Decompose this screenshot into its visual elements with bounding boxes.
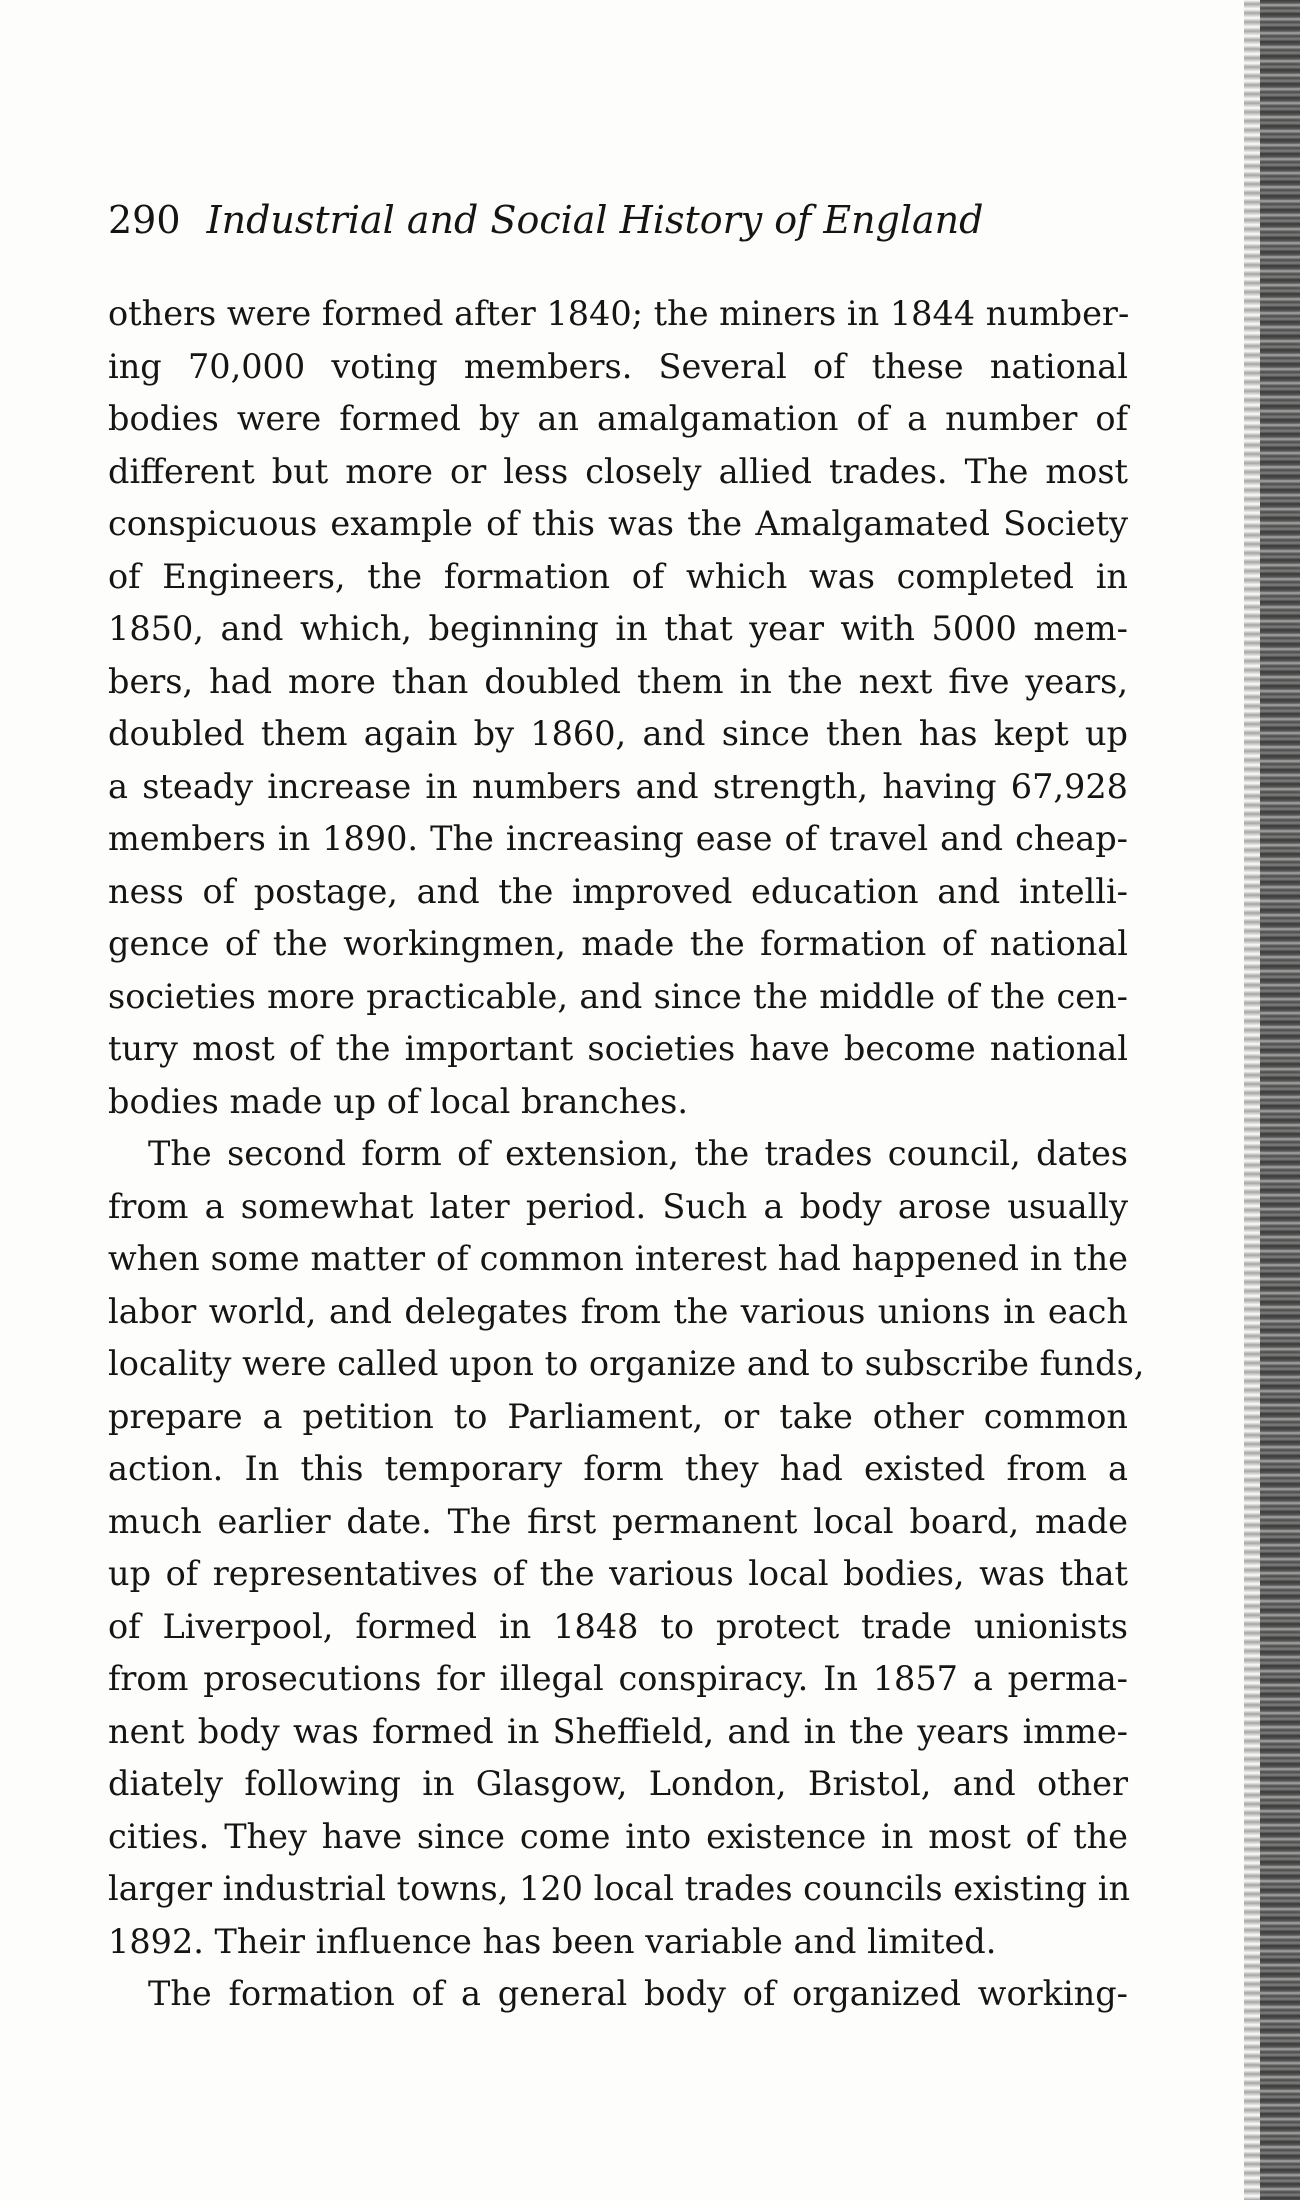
text-line: a steady increase in numbers and strength, having 67,928 [108, 766, 1128, 806]
body-text [108, 288, 1145, 2021]
text-line: tury most of the important societies have become national [108, 1029, 1128, 1068]
text-line: bodies were formed by an amalgamation of a number of [108, 399, 1128, 438]
text-line: ing 70,000 voting members. Several of these national [108, 346, 1128, 386]
text-line: 1892. Their influence has been variable and limited. [108, 1921, 997, 1961]
text-line: nent body was formed in Sheffield, and in the years imme- [108, 1711, 1128, 1751]
text-line: bers, had more than doubled them in the next five years, [108, 661, 1128, 701]
text-line: doubled them again by 1860, and since then has kept up [108, 714, 1128, 753]
text-line: from a somewhat later period. Such a body arose usually [108, 1186, 1128, 1226]
text-line: labor world, and delegates from the various unions in each [108, 1291, 1128, 1331]
text-line: 1850, and which, beginning in that year with 5000 mem- [108, 609, 1128, 648]
text-line: gence of the workingmen, made the formation of national [108, 924, 1128, 963]
text-line: different but more or less closely allied trades. The most [108, 451, 1128, 491]
text-line: up of representatives of the various local bodies, was that [108, 1554, 1128, 1593]
text-line: much earlier date. The first permanent local board, made [108, 1501, 1128, 1541]
text-line: members in 1890. The increasing ease of travel and cheap- [108, 819, 1128, 858]
text-line: societies more practicable, and since the middle of the cen- [108, 976, 1128, 1016]
text-line: larger industrial towns, 120 local trades councils existing in [108, 1869, 1131, 1908]
text-line: ness of postage, and the improved education and intelli- [108, 871, 1128, 911]
text-line: from prosecutions for illegal conspiracy. In 1857 a perma- [108, 1659, 1128, 1698]
text-line: bodies made up of local branches. [108, 1081, 688, 1121]
running-head [108, 198, 1058, 242]
text-line: action. In this temporary form they had existed from a [108, 1449, 1128, 1488]
page-number: 290 [108, 198, 181, 242]
text-line: The formation of a general body of organized working- [148, 1974, 1128, 2013]
text-line: of Liverpool, formed in 1848 to protect trade unionists [108, 1606, 1128, 1646]
text-line: cities. They have since come into existence in most of the [108, 1816, 1128, 1856]
text-line: when some matter of common interest had happened in the [108, 1239, 1128, 1278]
text-line: locality were called upon to organize and to subscribe funds, [108, 1344, 1145, 1383]
text-line: others were formed after 1840; the miners in 1844 number- [108, 294, 1130, 333]
book-title: Industrial and Social History of England [206, 198, 984, 242]
text-line: diately following in Glasgow, London, Bristol, and other [108, 1764, 1128, 1803]
text-line: The second form of extension, the trades council, dates [148, 1134, 1128, 1173]
scan-edge [1260, 0, 1300, 2200]
text-line: prepare a petition to Parliament, or take other common [108, 1396, 1128, 1436]
text-line: conspicuous example of this was the Amalgamated Society [108, 504, 1128, 543]
text-line: of Engineers, the formation of which was completed in [108, 556, 1128, 596]
scan-shadow [1244, 0, 1260, 2200]
